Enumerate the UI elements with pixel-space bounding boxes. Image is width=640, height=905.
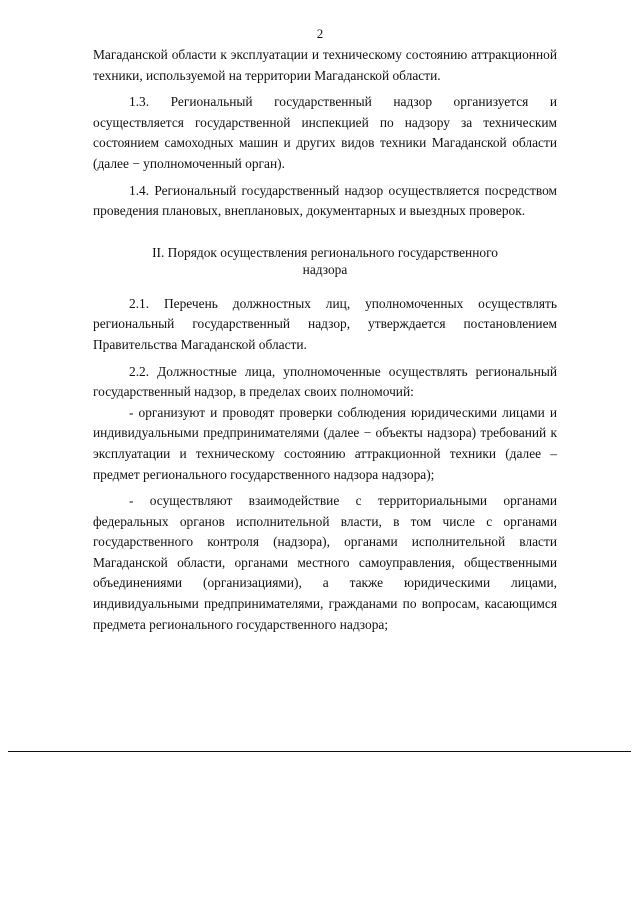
paragraph-continuation: Магаданской области к эксплуатации и техническому состоянию аттракционной техники, используемой на территории Магаданской области. [93,47,557,83]
list-item-organize-inspections: - организуют и проводят проверки соблюдения юридическими лицами и индивидуальными предпринимателями (далее − объекты надзора) требований к эксплуатации и техническому состоянию аттракционной техники (далее – предмет регионального государственного надзора надзора); [93,404,557,482]
paragraph-2-1: 2.1. Перечень должностных лиц, уполномоченных осуществлять региональный государственный надзор, утверждается постановлением Правительства Магаданской области. [93,295,557,352]
paragraph-1-4: 1.4. Региональный государственный надзор осуществляется посредством проведения плановых, внеплановых, документарных и выездных проверок. [93,182,557,219]
list-item-interaction: - осуществляют взаимодействие с территориальными органами федеральных органов исполнительной власти, в том числе с органами государственного контроля (надзора), органами исполнительной власти Магаданской области, органами местного самоуправления, общественными объединениями (организациями), а также юридическими лицами, индивидуальными предпринимателями, гражданами по вопросам, касающимся предмета регионального государственного надзора; [93,493,557,632]
paragraph-1-3: 1.3. Региональный государственный надзор организуется и осуществляется государственной инспекцией по надзору за техническим состоянием самоходных машин и других видов техники Магаданской области (далее − уполномоченный орган). [93,94,557,171]
page-bottom-rule [8,751,631,752]
section-heading-line-1: II. Порядок осуществления регионального государственного [152,244,498,260]
document-body [93,45,557,635]
section-heading [93,244,557,278]
page-number: 2 [316,26,324,41]
section-heading-line-2: надзора [302,261,348,277]
paragraph-2-2: 2.2. Должностные лица, уполномоченные осуществлять региональный государственный надзор, в пределах своих полномочий: [93,363,557,400]
